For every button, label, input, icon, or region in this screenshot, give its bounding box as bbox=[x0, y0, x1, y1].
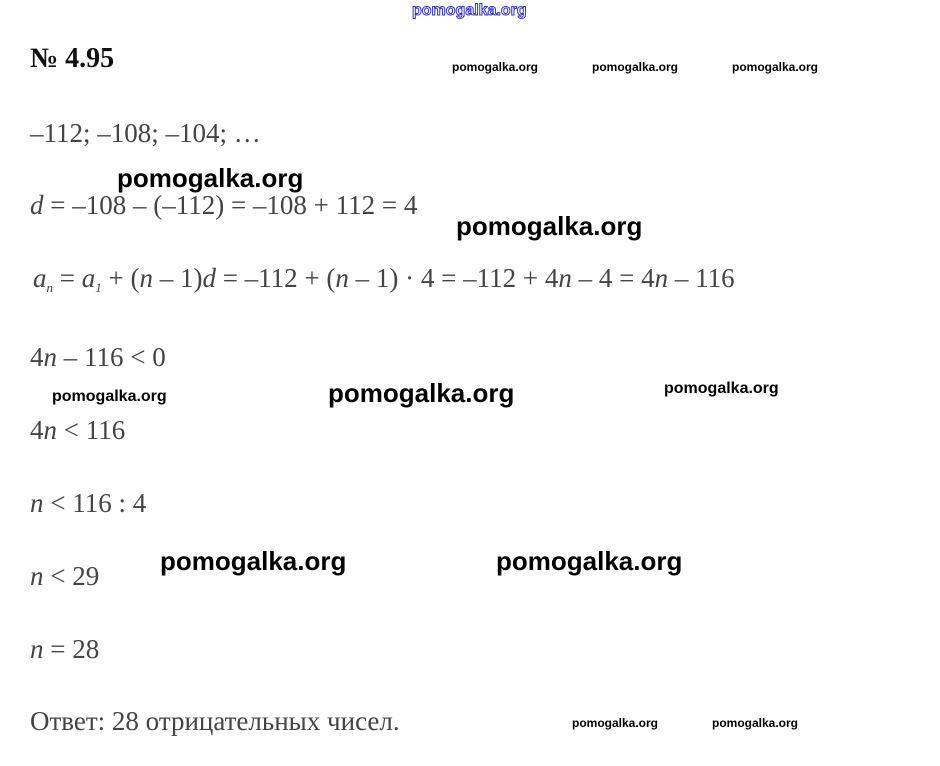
inequality-line-1: 4n – 116 < 0 bbox=[30, 342, 166, 372]
watermark: pomogalka.org bbox=[328, 378, 515, 408]
watermark: pomogalka.org bbox=[160, 546, 347, 576]
watermark: pomogalka.org bbox=[712, 716, 799, 730]
watermark: pomogalka.org bbox=[592, 60, 679, 74]
inequality-line-2: 4n < 116 bbox=[30, 415, 126, 445]
answer-line: Ответ: 28 отрицательных чисел. bbox=[30, 706, 400, 736]
watermark: pomogalka.org bbox=[572, 716, 659, 730]
problem-number: № 4.95 bbox=[30, 43, 115, 74]
nth-term-line: $a_n = a_1 + (n - 1)d = -112 + (n - 1) \cdot 4 = -112 + 4n - 4 = 4n - 116$ bbox=[33, 263, 735, 295]
inequality-line-4: n < 29 bbox=[30, 561, 100, 591]
watermark: pomogalka.org bbox=[452, 60, 539, 74]
watermark: pomogalka.org bbox=[496, 546, 683, 576]
watermark: pomogalka.org bbox=[456, 211, 643, 241]
sequence-line: –112; –108; –104; … bbox=[30, 118, 261, 148]
difference-line: d = –108 – (–112) = –108 + 112 = 4 bbox=[30, 190, 418, 220]
inequality-line-3: n < 116 : 4 bbox=[30, 488, 147, 518]
equation-line: n = 28 bbox=[30, 634, 100, 664]
watermark: pomogalka.org bbox=[52, 388, 167, 405]
watermark: pomogalka.org bbox=[664, 380, 779, 397]
watermark: pomogalka.org bbox=[732, 60, 819, 74]
watermark: pomogalka.org bbox=[117, 163, 304, 193]
watermark-top: pomogalka.org bbox=[412, 2, 527, 19]
